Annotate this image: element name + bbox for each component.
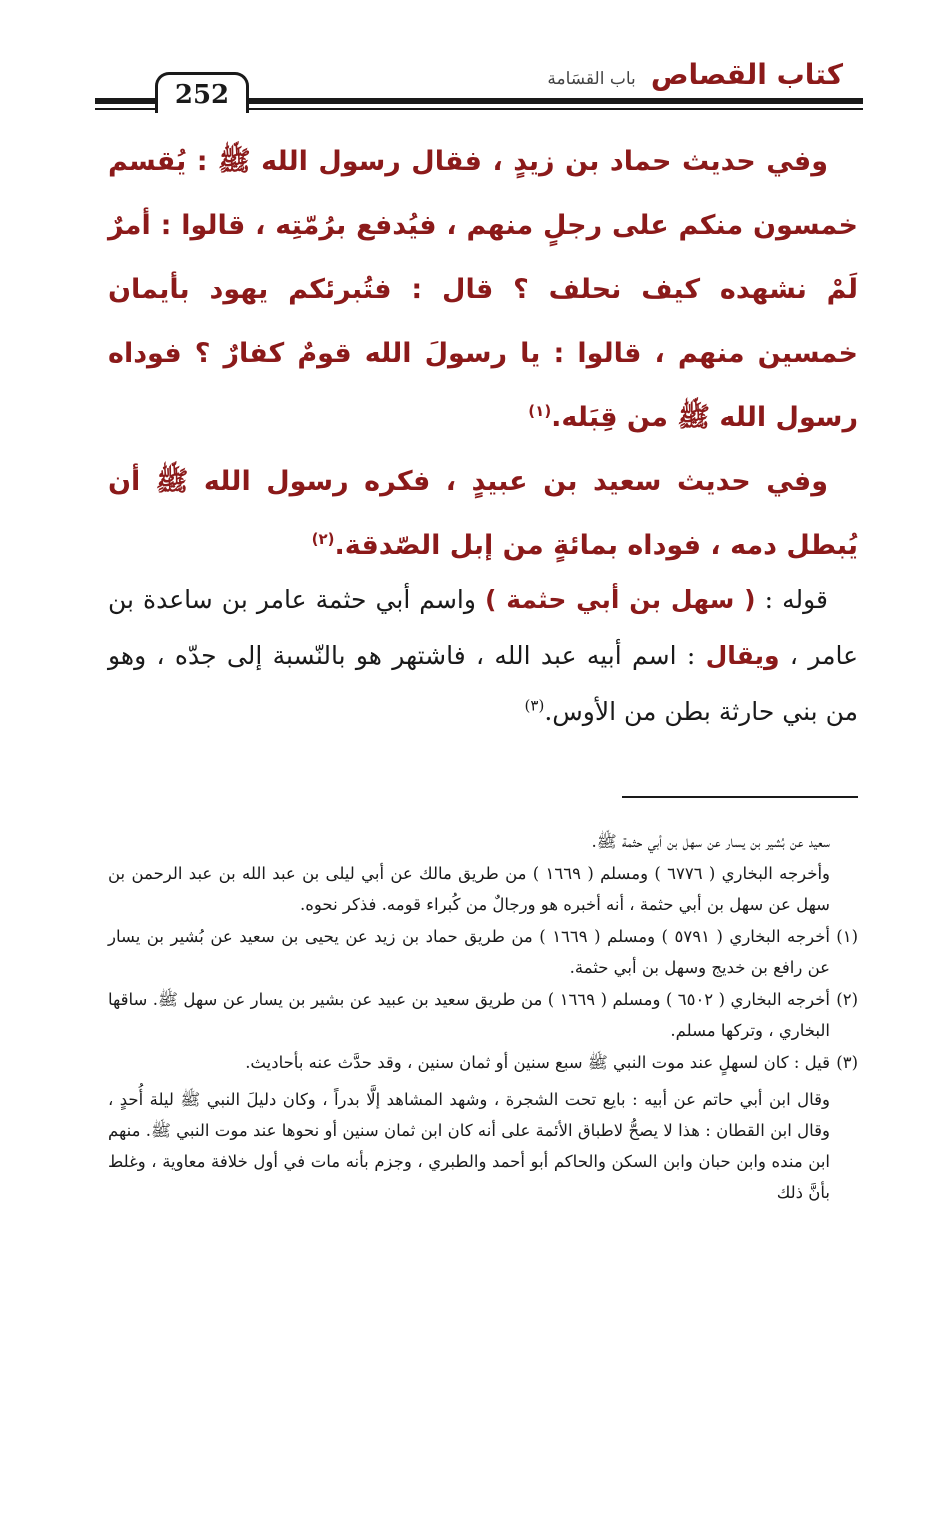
hadith-paragraph-2 xyxy=(108,450,858,578)
footnote-1 xyxy=(108,921,858,983)
footnote-2-text: أخرجه البخاري ( ٦٥٠٢ ) ومسلم ( ١٦٦٩ ) من طريق سعيد بن عبيد عن بشير بن يسار عن سهل ﷺ. ساقها البخاري ، وتركها مسلم. xyxy=(108,990,830,1040)
page-number: 252 xyxy=(155,72,249,113)
footnote-ref-1: (١) xyxy=(528,402,552,420)
footnote-3-text: قيل : كان لسهلٍ عند موت النبي ﷺ سبع سنين أو ثمان سنين ، وقد حدَّث عنه بأحاديث. xyxy=(245,1053,830,1072)
footnote-3-continuation: وقال ابن أبي حاتم عن أبيه : بايع تحت الشجرة ، وشهد المشاهد إلَّا بدراً ، وكان دليلَ النبي ﷺ ليلة أُحدٍ ، وقال ابن القطان : هذا لا يصحُّ لاطباق الأئمة على أنه كان ابن ثمان سنين أو نحوها عند موت النبي ﷺ. منهم ابن منده وابن حبان وابن السكن والحاكم أبو أحمد والطبري ، وجزم بأنه مات في أول خلافة معاوية ، وغلط بأنَّ ذلك xyxy=(108,1090,830,1202)
footnote-2 xyxy=(108,984,858,1046)
page-header xyxy=(95,52,863,112)
hadith-block xyxy=(108,130,858,578)
header-title xyxy=(547,58,843,91)
close-paren: ) xyxy=(484,585,507,614)
commentary-paragraph xyxy=(108,572,858,740)
commentary-text-1: واسم أبي حثمة عامر بن ساعدة بن عامر ، xyxy=(108,585,858,670)
footnote-separator xyxy=(622,796,858,798)
footnote-ref-2: (٢) xyxy=(311,530,335,548)
footnote-1-number: (١) xyxy=(836,927,858,946)
footnote-3 xyxy=(108,1047,858,1078)
hadith-text-1: وفي حديث حماد بن زيدٍ ، فقال رسول الله ﷺ : يُقسم خمسون منكم على رجلٍ منهم ، فيُدفع برُمّتِه ، قالوا : أمرٌ لَمْ نشهده كيف نحلف ؟ قال : فتُبرئكم يهود بأيمان خمسين منهم ، قالوا : يا رسولَ الله قومٌ كفارٌ ؟ فوداه رسول الله ﷺ من قِبَله. xyxy=(108,146,858,433)
commentary-block xyxy=(108,572,858,740)
footnote-ref-3: (٣) xyxy=(524,696,545,715)
footnote-continuation-2: وأخرجه البخاري ( ٦٧٧٦ ) ومسلم ( ١٦٦٩ ) من طريق مالك عن أبي ليلى بن عبد الله بن عبد الرحمن بن سهل عن سهل بن أبي حثمة ، أنه أخبره هو ورجالٌ من كُبراء قومه. فذكر نحوه. xyxy=(108,864,830,914)
hadith-text-2: وفي حديث سعيد بن عبيدٍ ، فكره رسول الله ﷺ أن يُبطل دمه ، فوداه بمائةٍ من إبل الصّدقة. xyxy=(108,466,858,561)
commentary-lead: قوله : xyxy=(755,585,829,614)
commentary-keyword: ويقال xyxy=(705,641,780,670)
footnote-2-number: (٢) xyxy=(836,990,858,1009)
open-paren: ( xyxy=(734,585,756,614)
narrator-name: سهل بن أبي حثمة xyxy=(506,585,735,614)
footnote-1-text: أخرجه البخاري ( ٥٧٩١ ) ومسلم ( ١٦٦٩ ) من طريق حماد بن زيد عن يحيى بن سعيد عن بُشير بن يسار عن رافع بن خديج وسهل بن أبي حثمة. xyxy=(108,927,830,977)
chapter-title: باب القسَامة xyxy=(547,69,636,89)
commentary-text-2: : اسم أبيه عبد الله ، فاشتهر هو بالنّسبة إلى جدّه ، وهو من بني حارثة بطن من الأوس. xyxy=(108,641,858,726)
hadith-paragraph-1 xyxy=(108,130,858,450)
footnote-continuation-1: سعيد عن بُشير بن يسار عن سهل بن أبي حثمة ﷺ. xyxy=(591,832,830,851)
footnotes-block xyxy=(108,826,858,1209)
footnote-3-number: (٣) xyxy=(836,1053,858,1072)
book-title: كتاب القصاص xyxy=(650,58,843,91)
